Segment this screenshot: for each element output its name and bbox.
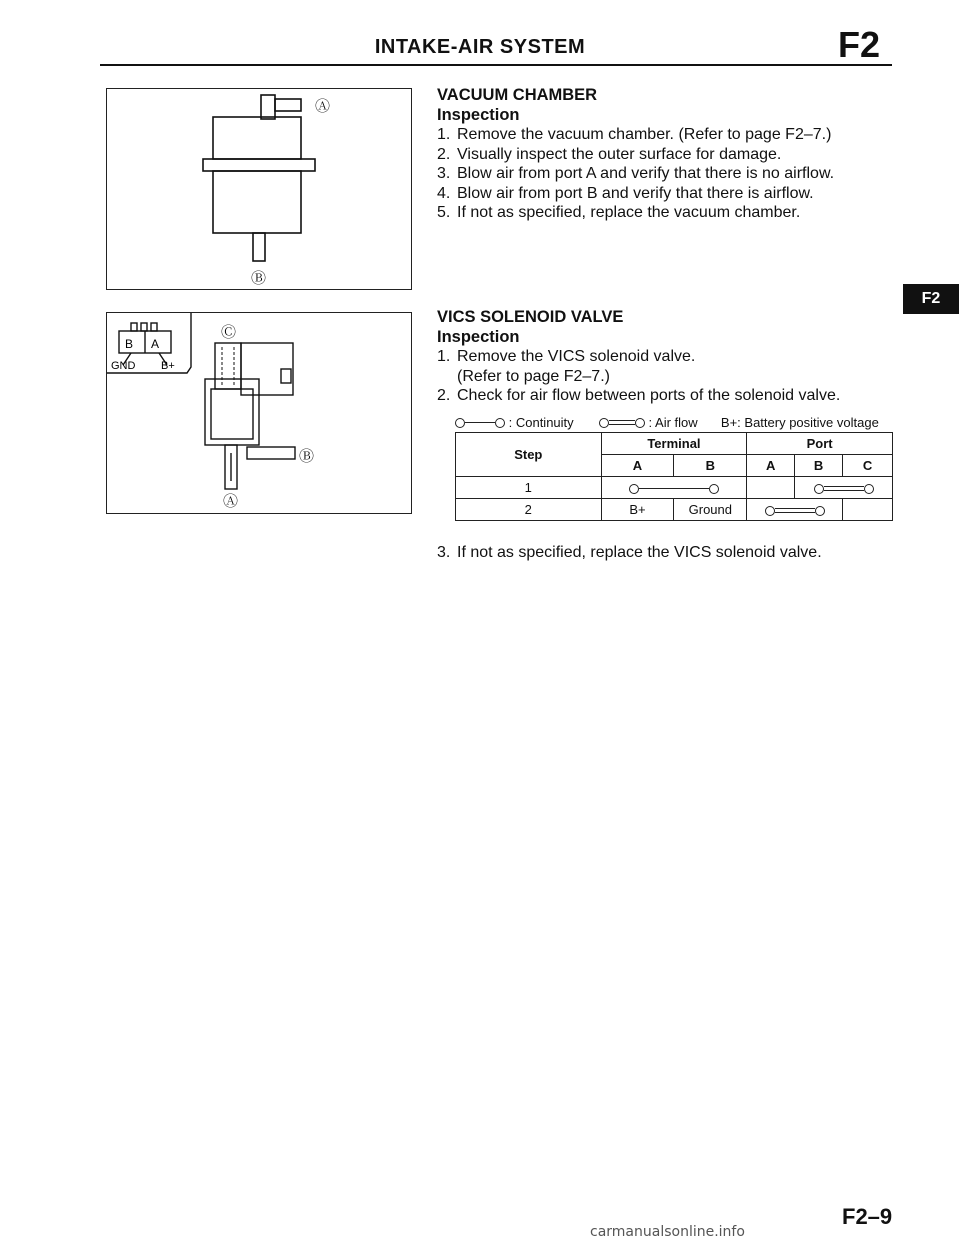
vics-heading: VICS SOLENOID VALVE (437, 308, 624, 326)
gnd-label: GND (111, 360, 136, 372)
port-c-header: C (843, 455, 893, 477)
watermark: carmanualsonline.info (590, 1224, 745, 1240)
airflow-symbol-icon (599, 418, 609, 428)
port-c-label: Ⓒ (221, 323, 237, 341)
list-item: 3. If not as specified, replace the VICS solenoid valve. (437, 544, 822, 561)
table-row: 2 B+ Ground (456, 499, 893, 521)
continuity-symbol-icon (455, 418, 465, 428)
vacuum-chamber-figure (106, 88, 412, 290)
vacuum-inspection-heading: Inspection (437, 105, 520, 124)
section-code: F2 (838, 24, 881, 65)
list-item: 4. Blow air from port B and verify that there is airflow. (437, 184, 814, 202)
list-item: 1. Remove the VICS solenoid valve. (Refer to page F2–7.) (437, 348, 696, 385)
connector-b-label: B (125, 337, 134, 351)
list-item: 2. Check for air flow between ports of the solenoid valve. (437, 387, 841, 404)
port-b-label: Ⓑ (251, 269, 267, 287)
section-tab: F2 (903, 284, 959, 314)
terminal-b-header: B (674, 455, 747, 477)
port-a-header: A (747, 455, 795, 477)
vics-step-3 (437, 543, 897, 563)
continuity-mark (601, 477, 747, 499)
list-item: 2. Visually inspect the outer surface for damage. (437, 145, 782, 163)
airflow-mark (795, 477, 893, 499)
vics-solenoid-figure (106, 312, 412, 514)
port-b-header: B (795, 455, 843, 477)
vics-steps (437, 347, 897, 406)
table-row: 1 (456, 477, 893, 499)
port-a-label: Ⓐ (223, 492, 239, 510)
vics-section (437, 308, 897, 406)
vacuum-chamber-section (437, 86, 897, 223)
connector-a-label: A (151, 337, 160, 351)
vacuum-chamber-drawing (107, 89, 411, 289)
page-number: F2–9 (842, 1204, 893, 1229)
list-item: 3. Blow air from port A and verify that there is no airflow. (437, 165, 835, 182)
port-b-label: Ⓑ (299, 447, 315, 465)
symbol-legend: : Continuity : Air flow B+: Battery positive voltage (455, 414, 879, 430)
vacuum-steps (437, 125, 897, 223)
header-rule (100, 64, 892, 66)
list-item: 5. If not as specified, replace the vacuum chamber. (437, 204, 801, 221)
port-a-label: Ⓐ (315, 97, 331, 115)
vics-solenoid-drawing (107, 313, 411, 513)
page-title: INTAKE-AIR SYSTEM (374, 36, 586, 58)
bplus-label: B+ (161, 360, 175, 372)
vacuum-chamber-heading: VACUUM CHAMBER (437, 86, 598, 104)
solenoid-test-table (455, 432, 893, 521)
list-item: 1. Remove the vacuum chamber. (Refer to page F2–7.) (437, 126, 832, 143)
terminal-header: Terminal (601, 433, 747, 455)
port-header: Port (747, 433, 893, 455)
vics-inspection-heading: Inspection (437, 327, 520, 346)
airflow-mark (747, 499, 843, 521)
terminal-a-header: A (601, 455, 674, 477)
step-header: Step (456, 433, 602, 477)
